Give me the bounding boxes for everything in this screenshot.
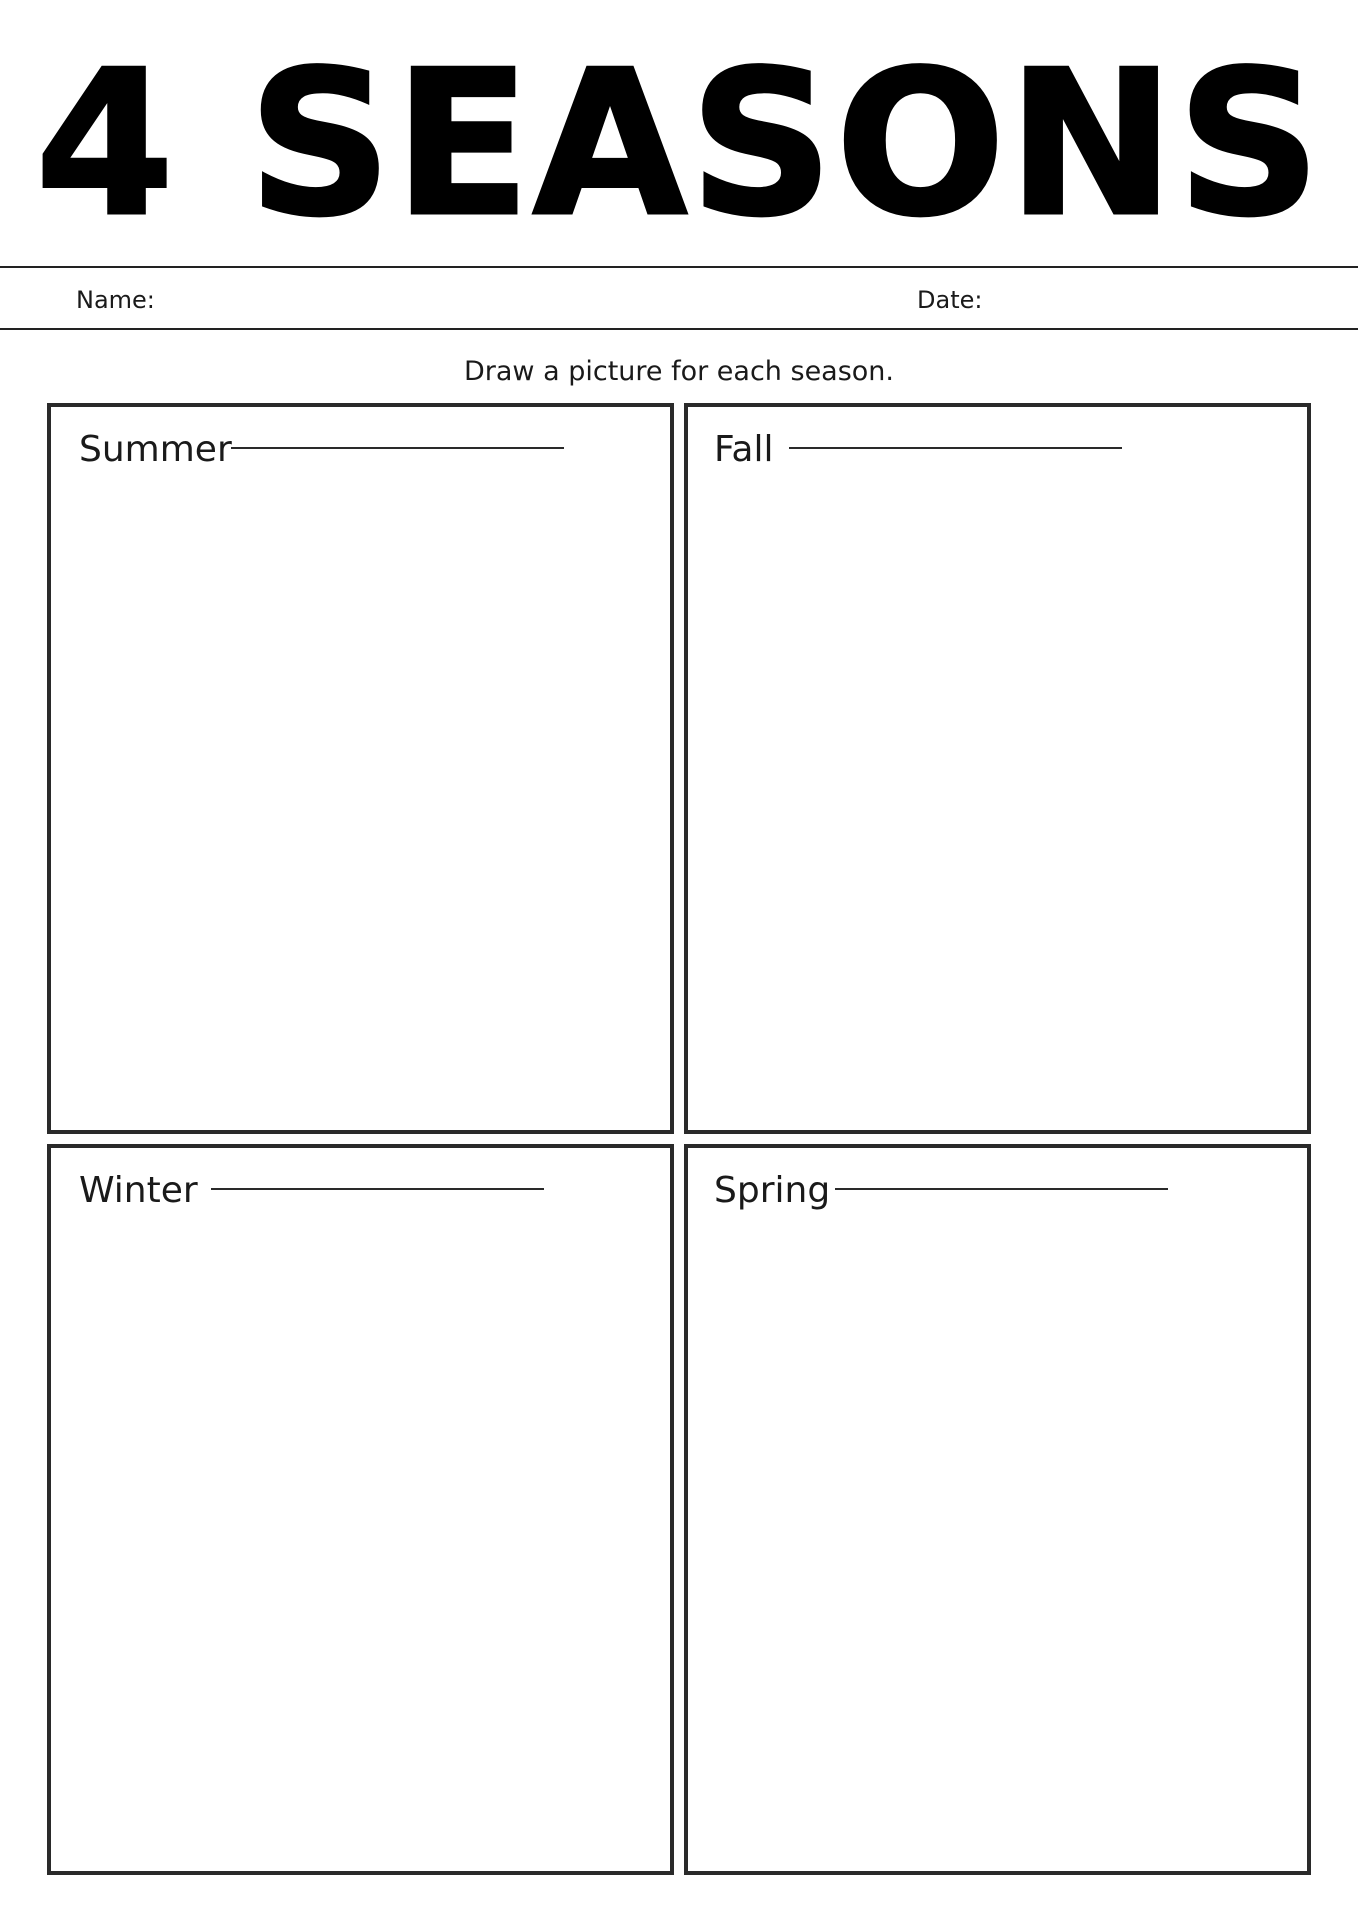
drawing-box-fall[interactable] [684,403,1311,1134]
drawing-box-summer[interactable] [47,403,674,1134]
writing-line [835,1188,1168,1190]
drawing-box-winter[interactable] [47,1144,674,1875]
writing-line [789,447,1122,449]
season-label-fall: Fall [714,429,774,470]
instructions-text: Draw a picture for each season. [463,356,895,387]
season-label-winter: Winter [79,1170,198,1211]
name-date-row [0,266,1358,330]
name-label: Name: [76,286,155,314]
writing-line [231,447,564,449]
season-label-spring: Spring [714,1170,831,1211]
drawing-box-spring[interactable] [684,1144,1311,1875]
season-label-summer: Summer [79,429,232,470]
date-label: Date: [917,286,983,314]
worksheet-title: 4 SEASONS [35,28,1323,261]
writing-line [211,1188,544,1190]
